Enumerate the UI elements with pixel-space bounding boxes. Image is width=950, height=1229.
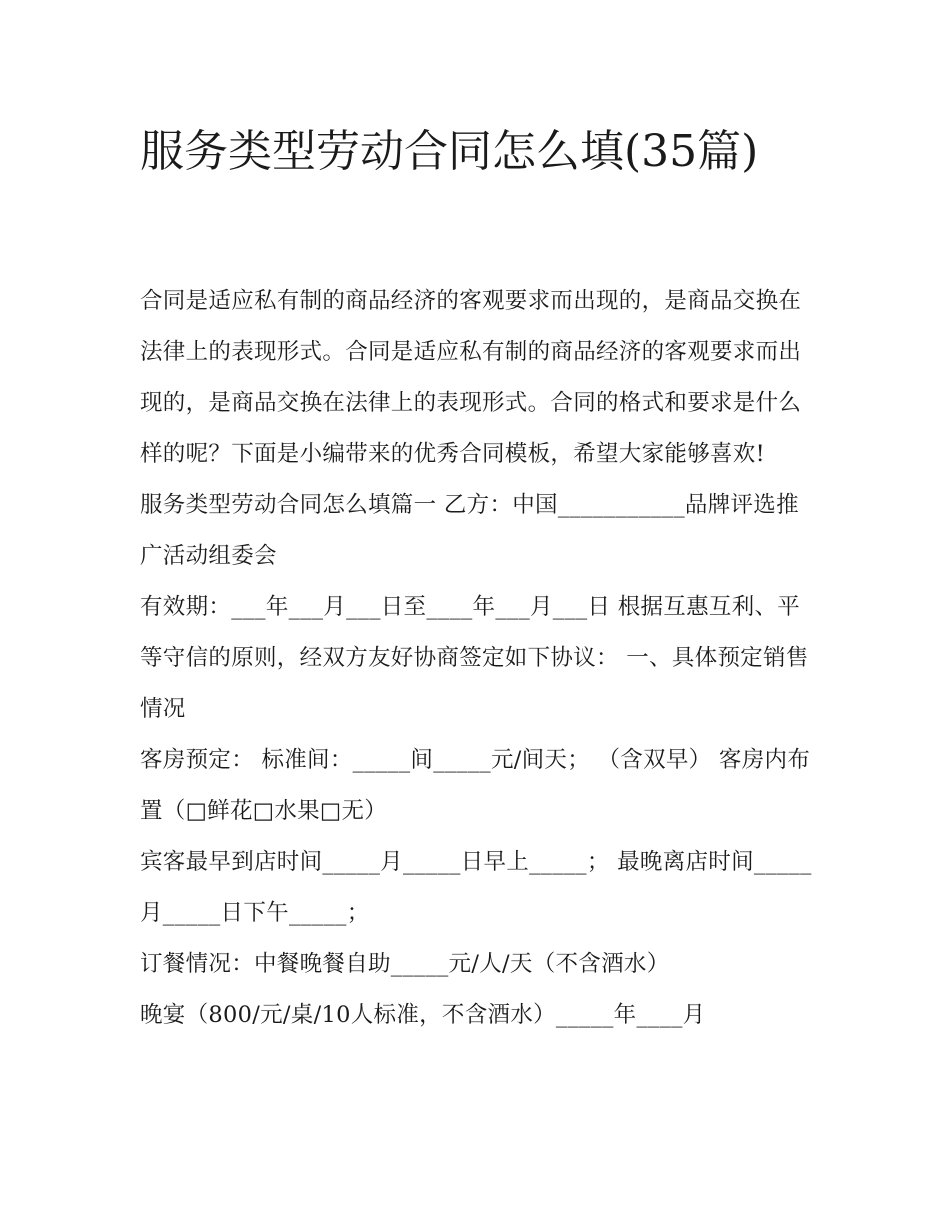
- room-booking-paragraph: 客房预定： 标准间：_____间_____元/间天； （含双早） 客房内布置（□鲜花□水果□无）: [140, 747, 811, 824]
- document-title: 服务类型劳动合同怎么填(35篇): [140, 126, 759, 177]
- intro-paragraph: 合同是适应私有制的商品经济的客观要求而出现的，是商品交换在法律上的表现形式。合同是适应私有制的商品经济的客观要求而出现的，是商品交换在法律上的表现形式。合同的格式和要求是什么样的呢？下面是小编带来的优秀合同模板，希望大家能够喜欢!: [140, 288, 802, 467]
- meal-booking-paragraph: 订餐情况：中餐晚餐自助_____元/人/天（不含酒水）: [140, 951, 670, 977]
- banquet-paragraph: 晚宴（800/元/桌/10人标准，不含酒水）_____年____月: [140, 1002, 706, 1028]
- validity-paragraph: 有效期：___年___月___日至____年___月___日 根据互惠互利、平等守信的原则，经双方友好协商签定如下协议： 一、具体预定销售情况: [140, 594, 809, 722]
- arrival-time-paragraph: 宾客最早到店时间_____月_____日早上_____； 最晚离店时间_____月_____日下午_____；: [140, 849, 812, 926]
- contract-party-paragraph: 服务类型劳动合同怎么填篇一 乙方：中国___________品牌评选推广活动组委会: [140, 492, 799, 569]
- document-body: [140, 276, 820, 1041]
